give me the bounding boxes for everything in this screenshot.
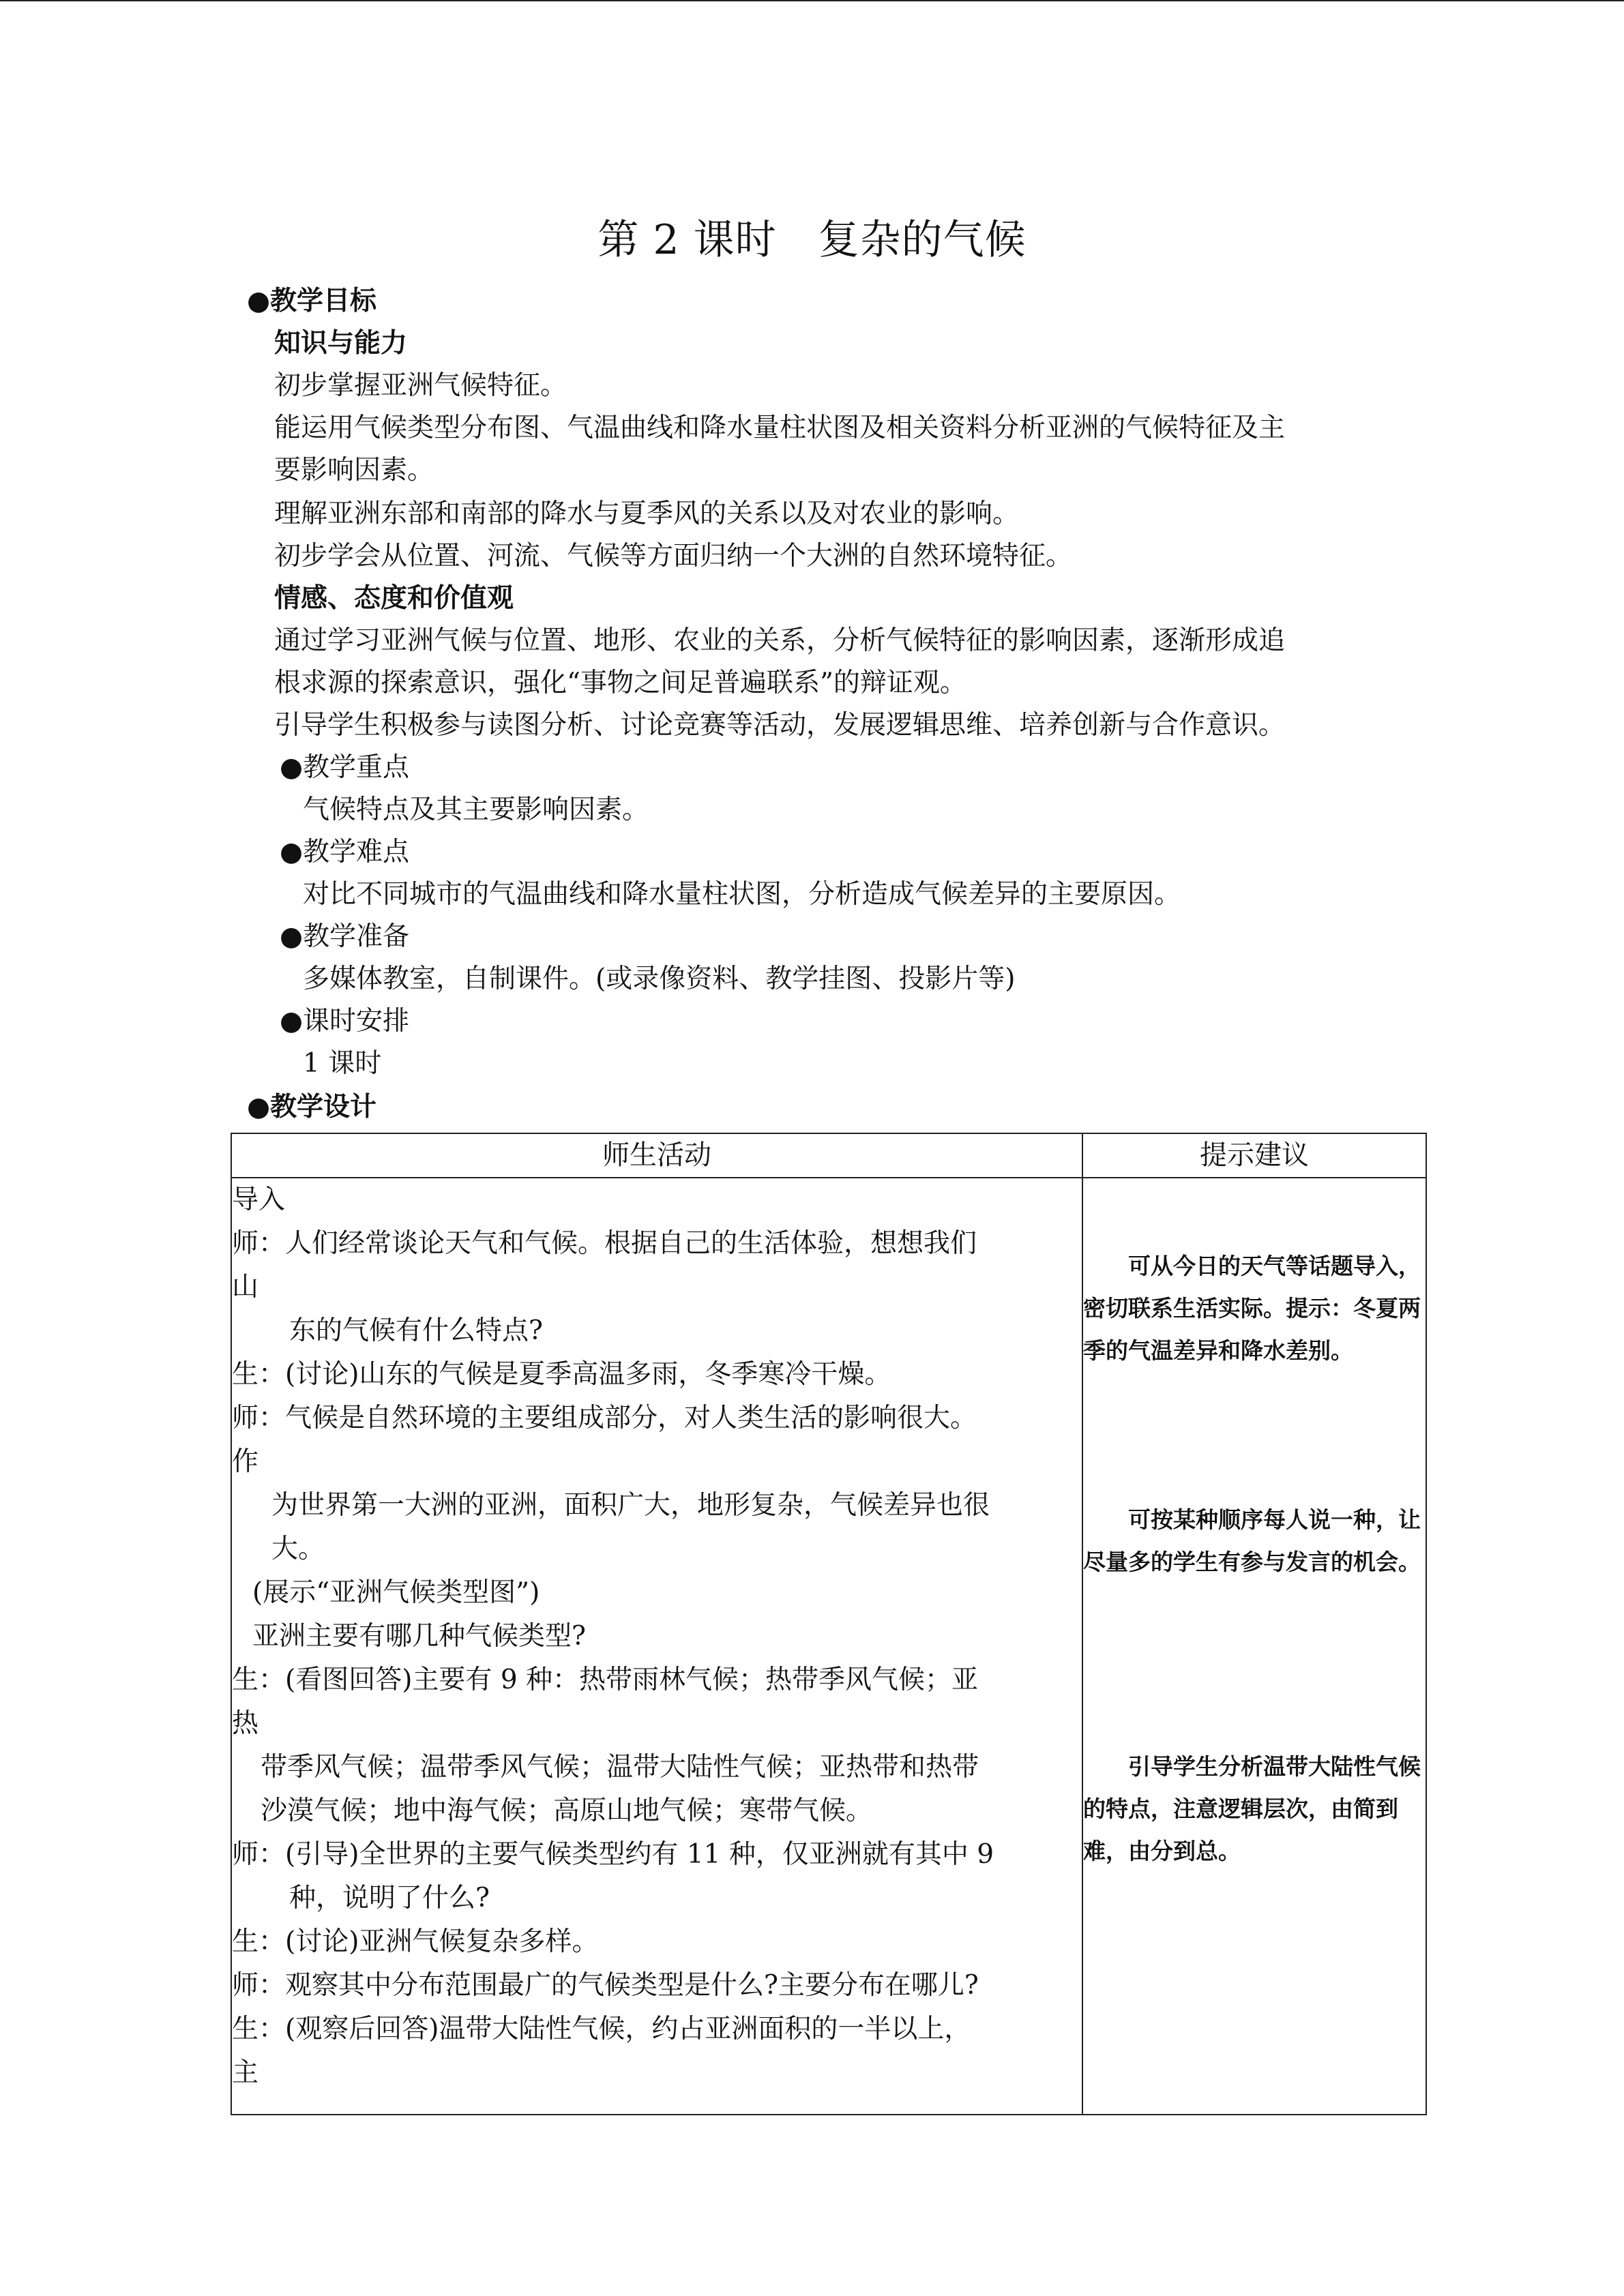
heading-teaching-design: ●教学设计 (247, 1092, 377, 1122)
activity-line: 师：观察其中分布范围最广的气候类型是什么?主要分布在哪儿? (232, 1970, 979, 2001)
column-header-activity: 师生活动 (231, 1133, 1082, 1178)
tip-note: 可从今日的天气等话题导入，密切联系生活实际。提示：冬夏两季的气温差异和降水差别。 (1083, 1253, 1421, 1364)
activity-line: 为世界第一大洲的亚洲，面积广大，地形复杂，气候差异也很 (271, 1490, 990, 1521)
knowledge-line: 初步掌握亚洲气候特征。 (274, 370, 567, 401)
table-row (231, 1178, 1426, 2115)
key-points-text: 气候特点及其主要影响因素。 (303, 794, 649, 825)
activity-line: 师：气候是自然环境的主要组成部分，对人类生活的影响很大。 (232, 1403, 977, 1433)
emotion-line: 引导学生积极参与读图分析、讨论竞赛等活动，发展逻辑思维、培养创新与合作意识。 (274, 710, 1286, 741)
knowledge-line: 要影响因素。 (274, 455, 434, 486)
activity-cell (231, 1178, 1082, 2115)
page-title: 第 2 课时 复杂的气候 (597, 216, 1027, 264)
activity-line: 沙漠气候；地中海气候；高原山地气候；寒带气候。 (261, 1795, 873, 1826)
knowledge-line: 能运用气候类型分布图、气温曲线和降水量柱状图及相关资料分析亚洲的气候特征及主 (274, 413, 1286, 443)
activity-line: 作 (232, 1446, 259, 1477)
activity-line: 主 (232, 2057, 259, 2088)
heading-difficulties: ●教学难点 (280, 837, 410, 867)
teaching-design-table (231, 1133, 1427, 2115)
activity-line: (展示“亚洲气候类型图”) (252, 1577, 540, 1608)
emotion-line: 根求源的探索意识，强化“事物之间足普遍联系”的辩证观。 (274, 668, 966, 698)
heading-teaching-goals: ●教学目标 (247, 286, 377, 316)
page-top-border (0, 0, 1624, 1)
activity-line: 亚洲主要有哪几种气候类型? (252, 1621, 586, 1652)
activity-line: 生：(看图回答)主要有 9 种：热带雨林气候；热带季风气候；亚 (232, 1665, 979, 1695)
activity-line: 带季风气候；温带季风气候；温带大陆性气候；亚热带和热带 (261, 1752, 979, 1783)
activity-line: 导入 (232, 1184, 286, 1215)
heading-key-points: ●教学重点 (280, 752, 410, 783)
heading-schedule: ●课时安排 (280, 1006, 410, 1037)
activity-line: 种，说明了什么? (289, 1883, 490, 1913)
emotion-line: 通过学习亚洲气候与位置、地形、农业的关系，分析气候特征的影响因素，逐渐形成追 (274, 625, 1286, 656)
schedule-text: 1 课时 (303, 1048, 382, 1079)
activity-line: 生：(观察后回答)温带大陆性气候，约占亚洲面积的一半以上， (232, 2014, 971, 2044)
heading-emotion-values: 情感、态度和价值观 (274, 583, 514, 614)
table-header-row (231, 1133, 1426, 1178)
activity-line: 热 (232, 1708, 259, 1739)
difficulties-text: 对比不同城市的气温曲线和降水量柱状图，分析造成气候差异的主要原因。 (303, 879, 1181, 910)
tip-note: 可按某种顺序每人说一种，让尽量多的学生有参与发言的机会。 (1083, 1506, 1421, 1575)
activity-line: 生：(讨论)亚洲气候复杂多样。 (232, 1926, 599, 1957)
heading-preparation: ●教学准备 (280, 921, 410, 952)
activity-line: 师：(引导)全世界的主要气候类型约有 11 种，仅亚洲就有其中 9 (232, 1839, 994, 1870)
knowledge-line: 理解亚洲东部和南部的降水与夏季风的关系以及对农业的影响。 (274, 498, 1020, 529)
activity-line: 师：人们经常谈论天气和气候。根据自己的生活体验，想想我们 (232, 1228, 977, 1259)
activity-line: 生：(讨论)山东的气候是夏季高温多雨，冬季寒冷干燥。 (232, 1359, 891, 1390)
activity-line: 山 (232, 1272, 259, 1302)
tips-cell (1082, 1178, 1426, 2115)
preparation-text: 多媒体教室，自制课件。(或录像资料、教学挂图、投影片等) (303, 964, 1016, 994)
activity-line: 大。 (271, 1534, 325, 1564)
activity-line: 东的气候有什么特点? (289, 1315, 543, 1346)
tip-note: 引导学生分析温带大陆性气候的特点，注意逻辑层次，由简到难，由分到总。 (1083, 1753, 1421, 1864)
column-header-tips: 提示建议 (1082, 1133, 1426, 1178)
heading-knowledge-ability: 知识与能力 (274, 328, 408, 359)
knowledge-line: 初步学会从位置、河流、气候等方面归纳一个大洲的自然环境特征。 (274, 541, 1073, 571)
